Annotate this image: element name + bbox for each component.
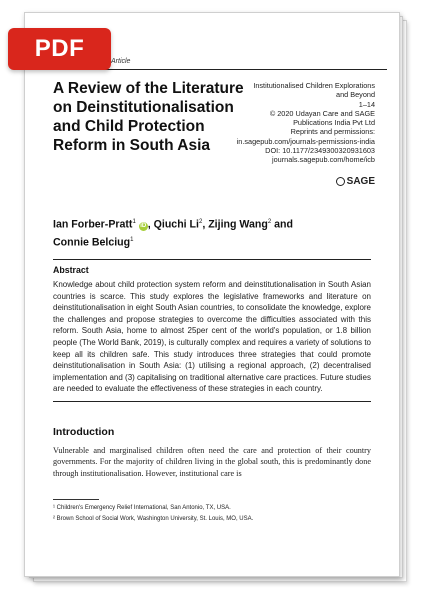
- affiliation-marker: 2: [198, 219, 203, 225]
- footnote-rule: [53, 499, 99, 500]
- author-name: , Zijing Wang: [202, 218, 268, 231]
- footnote: ² Brown School of Social Work, Washington University, St. Louis, MO, USA.: [53, 516, 254, 522]
- journal-info-line: Publications India Pvt Ltd: [293, 118, 375, 128]
- journal-info-line: DOI: 10.1177/2349300320931603: [265, 146, 375, 156]
- author-name: , Qiuchi Li: [147, 218, 199, 231]
- journal-info-line: in.sagepub.com/journals-permissions-india: [236, 136, 375, 146]
- journal-info-line: journals.sagepub.com/home/icb: [271, 155, 375, 165]
- sage-logo-text: SAGE: [346, 176, 375, 187]
- paper-title: A Review of the Literature on Deinstitutionalisation and Child Protection Reform in South Asia: [53, 80, 244, 154]
- author-name: Connie Belciug: [53, 236, 131, 249]
- pdf-badge[interactable]: PDF: [8, 28, 111, 70]
- paper-first-page: [24, 12, 400, 577]
- journal-info-line: © 2020 Udayan Care and SAGE: [269, 108, 375, 118]
- author-list: [53, 215, 353, 250]
- author-conjunction: and: [271, 218, 293, 231]
- sage-logo-icon: [336, 177, 345, 186]
- introduction-heading: Introduction: [53, 426, 115, 438]
- abstract-section: [53, 259, 371, 402]
- introduction-text: Vulnerable and marginalised children often need the care and protection of their country governments. For the majority of children living in the global south, this is predominantly done through institutionalisation. However, institutional care is: [53, 446, 371, 478]
- footnote: ¹ Children's Emergency Relief International, San Antonio, TX, USA.: [53, 505, 231, 511]
- journal-info-line: and Beyond: [336, 90, 375, 100]
- article-type-label: Article: [111, 58, 131, 65]
- abstract-heading: Abstract: [53, 265, 89, 275]
- footnotes: [53, 503, 371, 525]
- affiliation-marker: 1: [130, 236, 134, 243]
- affiliation-marker: 1: [132, 219, 136, 225]
- author-name: Ian Forber-Pratt: [53, 218, 133, 231]
- affiliation-marker: 2: [267, 219, 272, 225]
- sage-logo: [336, 176, 375, 187]
- journal-info: [205, 81, 375, 165]
- journal-info-line: 1–14: [358, 99, 375, 109]
- abstract-text: Knowledge about child protection system reform and deinstitutionalisation in South Asian countries is scarce. This study explores the legislative frameworks and literature on deinstitutionalisation in eight South Asian countries, to consolidate the knowledge, explore the challenges and propose strategies to overcome the difficulties associated with this reform. South Asia, home to almost 25per cent of the world's population, or 1.8 billion people (The World Bank, 2019), is culturally complex and requires a variety of solutions to keep all its children safe. This study introduces three strategies that could promote deinstitutionalisation in South Asia: (1) utilising a regional approach, (2) decentralised implementation and (3) capitalising on traditional alternative care practices. Future studies are needed to evaluate the effectiveness of these strategies in each country.: [53, 280, 371, 394]
- journal-info-line: Institutionalised Children Explorations: [253, 81, 375, 90]
- orcid-icon[interactable]: iD: [140, 222, 147, 229]
- journal-info-line: Reprints and permissions:: [290, 127, 375, 137]
